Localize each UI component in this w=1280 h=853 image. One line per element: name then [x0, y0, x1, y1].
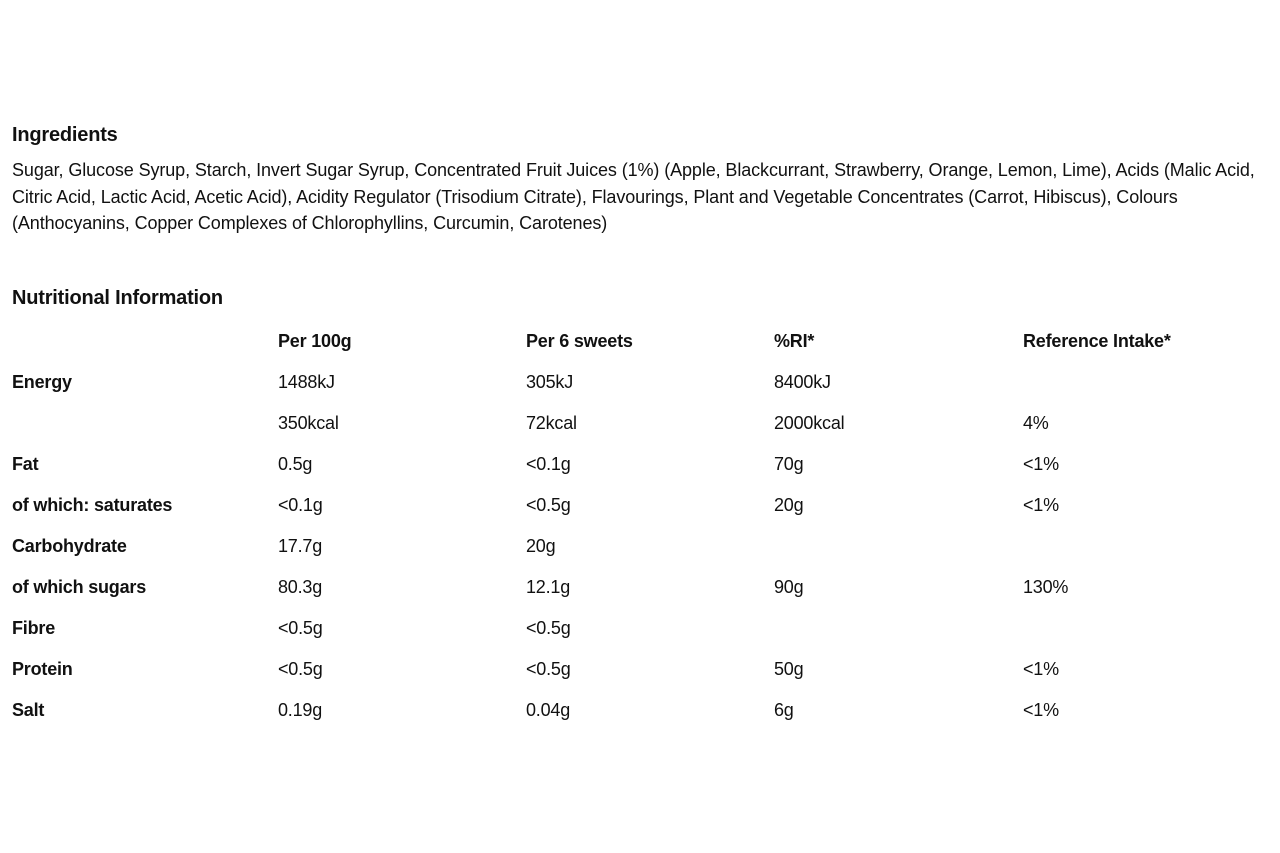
header-per-6-sweets: Per 6 sweets — [526, 331, 633, 351]
value-reference-intake: 130% — [1023, 577, 1069, 597]
value-per-100g: <0.5g — [278, 618, 323, 638]
nutrient-label: Protein — [12, 659, 73, 679]
value-per-100g: <0.5g — [278, 659, 323, 679]
value-percent-ri: 20g — [774, 495, 804, 515]
value-per-100g: 17.7g — [278, 536, 323, 556]
table-row — [12, 403, 1272, 444]
value-reference-intake: <1% — [1023, 495, 1059, 515]
nutrient-label: Salt — [12, 700, 45, 720]
header-reference-intake: Reference Intake* — [1023, 331, 1171, 351]
table-row — [12, 362, 1272, 403]
value-reference-intake — [1023, 608, 1272, 649]
nutrient-label: Energy — [12, 372, 72, 392]
value-per-6-sweets: 305kJ — [526, 372, 574, 392]
value-per-6-sweets: <0.5g — [526, 618, 571, 638]
header-per-100g: Per 100g — [278, 331, 352, 351]
table-row — [12, 444, 1272, 485]
value-percent-ri: 2000kcal — [774, 413, 845, 433]
table-row — [12, 567, 1272, 608]
value-per-100g: 0.5g — [278, 454, 313, 474]
value-reference-intake — [1023, 526, 1272, 567]
value-reference-intake: <1% — [1023, 659, 1059, 679]
table-row — [12, 526, 1272, 567]
value-per-6-sweets: <0.5g — [526, 495, 571, 515]
nutrition-table — [12, 321, 1272, 731]
value-percent-ri — [774, 526, 1023, 567]
nutrient-label: Carbohydrate — [12, 536, 127, 556]
table-row — [12, 649, 1272, 690]
ingredients-text: Sugar, Glucose Syrup, Starch, Invert Sugar Syrup, Concentrated Fruit Juices (1%) (Apple, Blackcurrant, Strawberry, Orange, Lemon, Lime), Acids (Malic Acid, Citric Acid, Lactic Acid, Acetic Acid), Acidity Regulator (Trisodium Citrate), Flavourings, Plant and Vegetable Concentrates (Carrot, Hibiscus), Colours (Anthocyanins, Copper Complexes of Chlorophyllins, Curcumin, Carotenes) — [12, 160, 1255, 233]
nutrient-label — [12, 403, 278, 444]
value-per-6-sweets: <0.5g — [526, 659, 571, 679]
value-per-6-sweets: <0.1g — [526, 454, 571, 474]
value-reference-intake: <1% — [1023, 700, 1059, 720]
ingredients-heading: Ingredients — [12, 124, 118, 146]
nutrient-label: of which sugars — [12, 577, 147, 597]
nutrient-label: Fat — [12, 454, 39, 474]
nutrition-heading: Nutritional Information — [12, 287, 223, 309]
value-reference-intake: <1% — [1023, 454, 1059, 474]
nutrient-label: Fibre — [12, 618, 56, 638]
nutrient-label: of which: saturates — [12, 495, 173, 515]
value-per-100g: <0.1g — [278, 495, 323, 515]
table-row — [12, 608, 1272, 649]
value-percent-ri: 50g — [774, 659, 804, 679]
value-per-6-sweets: 20g — [526, 536, 556, 556]
value-percent-ri: 90g — [774, 577, 804, 597]
header-percent-ri: %RI* — [774, 331, 815, 351]
value-reference-intake — [1023, 362, 1272, 403]
table-row — [12, 485, 1272, 526]
value-percent-ri — [774, 608, 1023, 649]
value-per-100g: 80.3g — [278, 577, 323, 597]
value-per-6-sweets: 72kcal — [526, 413, 577, 433]
value-per-100g: 0.19g — [278, 700, 323, 720]
value-per-6-sweets: 0.04g — [526, 700, 571, 720]
table-row — [12, 690, 1272, 731]
value-per-100g: 1488kJ — [278, 372, 335, 392]
nutrition-header-row — [12, 321, 1272, 362]
value-percent-ri: 70g — [774, 454, 804, 474]
header-cell-empty — [12, 321, 278, 362]
value-percent-ri: 8400kJ — [774, 372, 831, 392]
value-per-6-sweets: 12.1g — [526, 577, 571, 597]
value-percent-ri: 6g — [774, 700, 794, 720]
value-per-100g: 350kcal — [278, 413, 339, 433]
value-reference-intake: 4% — [1023, 413, 1049, 433]
